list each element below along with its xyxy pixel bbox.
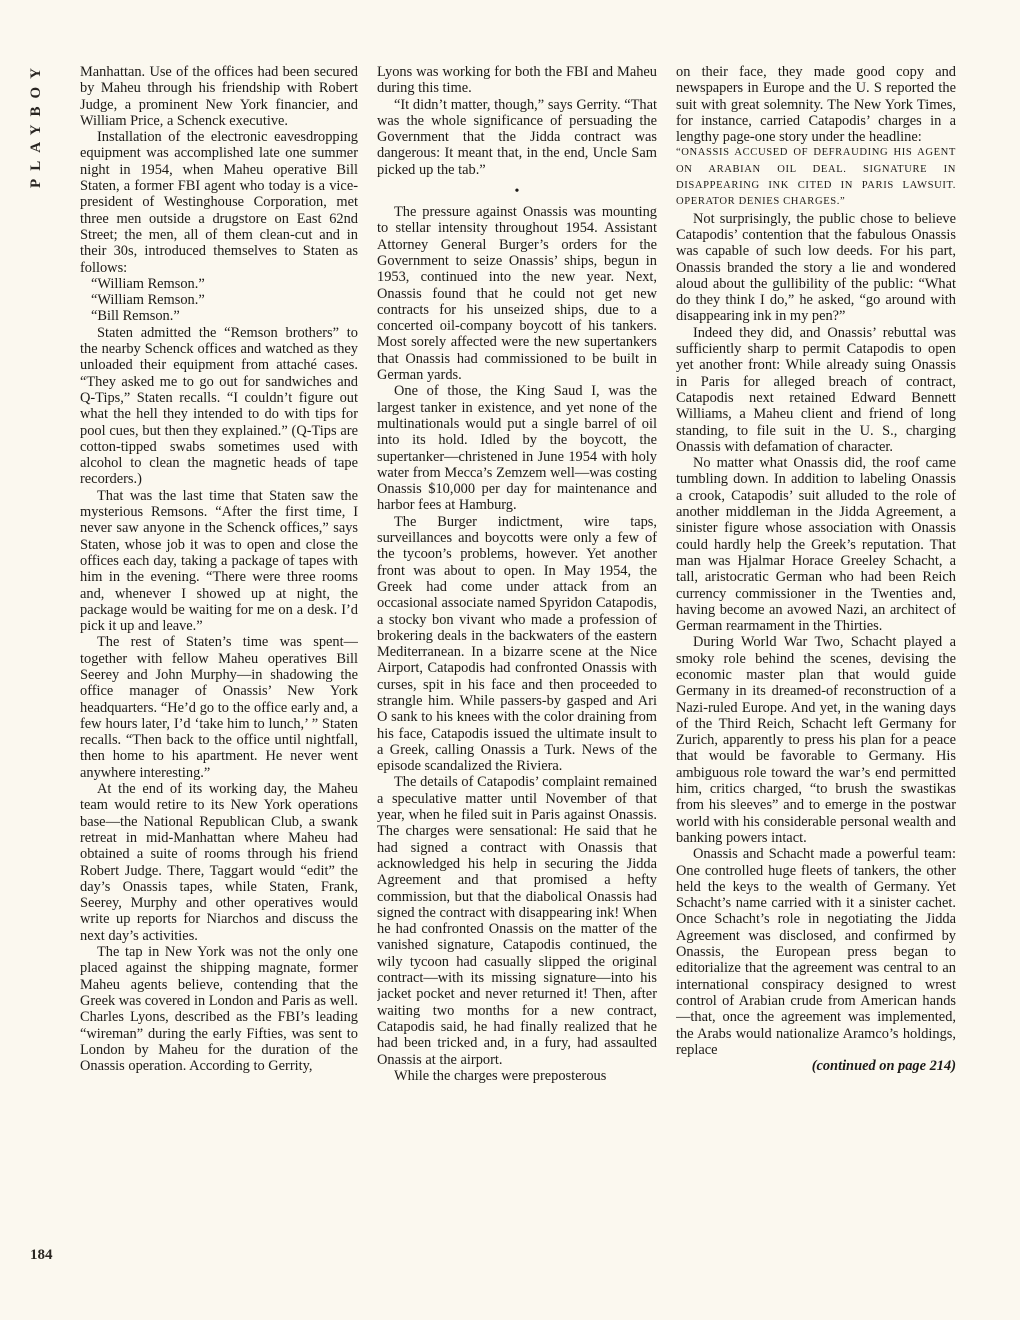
paragraph: The tap in New York was not the only one placed against the shipping magnate, former Maheu agents believe, contending that the Greek was covered in London and Paris as well. Charles Lyons, described as the FBI’s leading “wireman” during the early Fifties, was sent to London by Maheu for the duration of the Onassis operation. According to Gerrity, [80,944,358,1075]
paragraph: That was the last time that Staten saw the mysterious Remsons. “After the first time, I never saw anyone in the Schenck offices,” says Staten, whose job it was to open and close the offices each day, taking a package of tapes with him in the evening. “There were three rooms and, whenever I showed up at night, the package would be waiting for me on a desk. I’d pick it up and leave.” [80,487,358,635]
paragraph: Not surprisingly, the public chose to believe Catapodis’ contention that the fabulous Onassis was capable of such low deeds. For his part, Onassis branded the story a lie and wondered aloud about the gullibility of the public: “What do they think I do,” he asked, “go around with disappearing ink in my pen?” [676,210,956,325]
running-head: PLAYBOY [28,60,44,188]
text-column-1 [80,64,358,1274]
paragraph: Manhattan. Use of the offices had been secured by Maheu through his friendship with Robert Judge, a prominent New York financier, and William Price, a Schenck executive. [80,64,358,129]
paragraph: The rest of Staten’s time was spent—together with fellow Maheu operatives Bill Seerey and John Murphy—in shadowing the office manager of Onassis’ New York headquarters. “He’d go to the office early and, a few hours later, I’d ‘take him to lunch,’ ” Staten recalls. “Then back to the office until nightfall, then home to his apartment. He never went anywhere interesting.” [80,634,358,781]
paragraph: Onassis and Schacht made a powerful team: One controlled huge fleets of tankers, the other held the keys to the wealth of Germany. Yet Schacht’s name carried with it a sinister cachet. Once Schacht’s role in negotiating the Jidda Agreement was disclosed, and confirmed by Onassis, the European press began to editorialize that the agreement was central to an international conspiracy designed to wrest control of Arabian crude from American hands—that, once the agreement was implemented, the Arabs would nationalize Aramco’s holdings, replace [676,846,956,1058]
text-column-3 [676,64,956,1274]
paragraph: The pressure against Onassis was mounting to stellar intensity throughout 1954. Assistant Attorney General Burger’s orders for the Government to seize Onassis’ ships, begun in 1953, continued into the new year. Next, Onassis found that he could not get new contracts for his unseized ships, due to a concerted oil-company boycott of his tankers. Most sorely affected were the new supertankers that Onassis had commissioned to be built in German yards. [377,204,657,384]
section-break-bullet: • [514,184,520,200]
paragraph: “It didn’t matter, though,” says Gerrity. “That was the whole significance of persuading the Government that the Jidda contract was dangerous: It meant that, in the end, Uncle Sam picked up the tab.” [377,96,657,178]
paragraph: Installation of the electronic eavesdropping equipment was accomplished late one summer night in 1954, when Maheu operative Bill Staten, a former FBI agent who today is a vice-president of Westinghouse Corporation, met three men outside a drugstore on East 62nd Street; the men, all of them clean-cut and in their 30s, introduced themselves to Staten as follows: [80,129,358,276]
quote-line: “William Remson.” [91,292,205,309]
paragraph: Indeed they did, and Onassis’ rebuttal was sufficiently sharp to permit Catapodis to open yet another front: While already suing Onassis in Paris for alleged breach of contract, Catapodis next retained Edward Bennett Williams, a Maheu client and friend of long standing, to file suit in the U. S., charging Onassis with defamation of character. [676,324,956,455]
text-column-2 [377,64,657,1274]
quote-line: “Bill Remson.” [91,308,180,325]
paragraph: Lyons was working for both the FBI and Maheu during this time. [377,64,657,97]
quote-line: “William Remson.” [91,275,205,292]
paragraph: During World War Two, Schacht played a smoky role behind the scenes, devising the economic master plan that would guide Germany in its dreamed-of reconstruction of a Nazi-ruled Europe. And yet, in the waning days of the Third Reich, Schacht left Germany for Zurich, apparently to press his plan for a peace that would be favorable to Germany. His ambiguous role toward the war’s end permitted him, critics charged, “to brush the swastikas from his sleeves” and to emerge in the postwar world with his considerable personal wealth and banking powers intact. [676,634,956,846]
paragraph: One of those, the King Saud I, was the largest tanker in existence, and yet none of the multinationals would put a single barrel of oil into its hold. Idled by the boycott, the supertanker—christened in June 1954 with holy water from Mecca’s Zemzem well—was costing Onassis $10,000 per day for maintenance and harbor fees at Hamburg. [377,383,657,514]
newspaper-headline: “ONASSIS ACCUSED OF DEFRAUDING HIS AGENT ON ARABIAN OIL DEAL. SIGNATURE IN DISAPPEARING INK CITED IN PARIS LAWSUIT. OPERATOR DENIES CHARGES.” [676,147,956,208]
continued-on-note: (continued on page 214) [811,1058,956,1075]
paragraph: The Burger indictment, wire taps, surveillances and boycotts were only a few of the tycoon’s problems, however. Yet another front was about to open. In May 1954, the Greek had come under attack from an occasional associate named Spyridon Catapodis, a stocky bon vivant who made a profession of brokering deals in the backwaters of the eastern Mediterranean. In a bizarre scene at the Nice Airport, Catapodis had confronted Onassis with curses, spit in his face and then proceeded to strangle him. While passers-by gasped and Ari O sank to his knees with the color draining from his face, Catapodis issued the ultimate insult to a Greek, calling Onassis a Turk. News of the episode scandalized the Riviera. [377,513,657,775]
paragraph: The details of Catapodis’ complaint remained a speculative matter until November of that year, when he filed suit in Paris against Onassis. The charges were sensational: He said that he had signed a contract with Onassis that acknowledged his help in securing the Jidda Agreement and that promised a hefty commission, but that the diabolical Onassis had signed the contract with disappearing ink! When he had confronted Onassis on the matter of the vanished signature, Catapodis continued, the wily tycoon had casually slipped the original contract—with its missing signature—into his jacket pocket and never returned it! Then, after waiting two months for a new contract, Catapodis said, he had finally realized that he had been tricked and, in a fury, had assaulted Onassis at the airport. [377,774,657,1068]
paragraph: Staten admitted the “Remson brothers” to the nearby Schenck offices and watched as they unloaded their equipment from attaché cases. “They asked me to go out for sandwiches and Q-Tips,” Staten recalls. “I couldn’t figure out what the hell they intended to do with tips for pool cues, but then they explained.” (Q-Tips are cotton-tipped swabs sometimes used with alcohol to clean the magnetic heads of tape recorders.) [80,324,358,488]
paragraph: on their face, they made good copy and newspapers in Europe and the U. S reported the suit with great solemnity. The New York Times, for instance, carried Catapodis’ charges in a lengthy page-one story under the headline: [676,64,956,146]
page-number: 184 [30,1247,53,1263]
paragraph: No matter what Onassis did, the roof came tumbling down. In addition to labeling Onassis a crook, Catapodis’ suit alluded to the role of another middleman in the Jidda Agreement, a sinister figure whose association with Onassis could hardly help the Greek’s reputation. That man was Hjalmar Horace Greeley Schacht, a tall, aristocratic German who had been Reich currency commissioner in the Twenties and, having become an avowed Nazi, an architect of German rearmament in the Thirties. [676,455,956,635]
paragraph: While the charges were preposterous [394,1067,607,1084]
paragraph: At the end of its working day, the Maheu team would retire to its New York operations base—the National Republican Club, a swank retreat in mid-Manhattan where Maheu had obtained a suite of rooms through his friend Robert Judge. There, Taggart would “edit” the day’s Onassis tapes, while Staten, Frank, Seerey, Murphy and other operatives would write up reports for Niarchos and discuss the next day’s activities. [80,781,358,944]
